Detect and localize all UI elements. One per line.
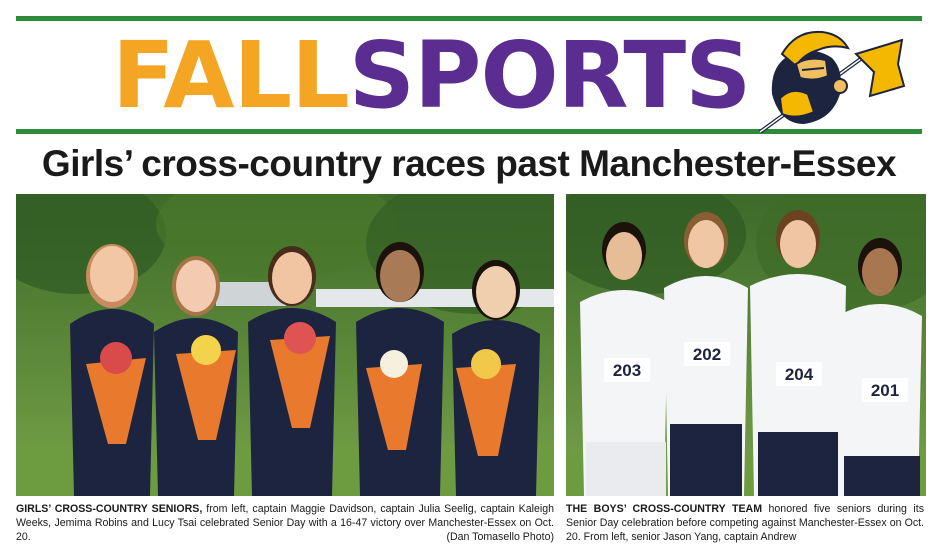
caption-lead: GIRLS’ CROSS-COUNTRY SENIORS, bbox=[16, 503, 203, 515]
top-green-rule bbox=[16, 16, 922, 21]
boys-photo-caption bbox=[566, 502, 924, 544]
boys-team-photo bbox=[566, 194, 926, 496]
caption-lead: THE BOYS’ CROSS-COUNTRY TEAM bbox=[566, 503, 763, 515]
bib-201: 201 bbox=[870, 381, 900, 400]
banner-sports: SPORTS bbox=[348, 22, 751, 129]
bib-204: 204 bbox=[784, 365, 814, 384]
fall-sports-banner bbox=[112, 22, 751, 129]
caption-body: from left, captain Maggie Davidson, captain Julia Seelig, captain Kaleigh Weeks, Jemima Robins and Lucy Tsai celebrated Senior Day with a 16-47 victory over Manchester-Essex on Oct. 20. bbox=[16, 503, 554, 543]
photo-credit: (Dan Tomasello Photo) bbox=[446, 531, 554, 543]
caption-body: honored five seniors during its Senior Day celebration before competing against Manchester-Essex on Oct. 20. From left, senior Jason Yang, captain Andrew bbox=[566, 503, 924, 543]
bib-202: 202 bbox=[692, 345, 722, 364]
bib-203: 203 bbox=[612, 361, 642, 380]
girls-photo-caption bbox=[16, 502, 554, 544]
knight-mascot-icon bbox=[752, 24, 912, 136]
girls-team-photo bbox=[16, 194, 554, 496]
banner-fall: FALL bbox=[112, 22, 349, 129]
article-headline: Girls’ cross-country races past Manchester-Essex bbox=[41, 143, 897, 184]
